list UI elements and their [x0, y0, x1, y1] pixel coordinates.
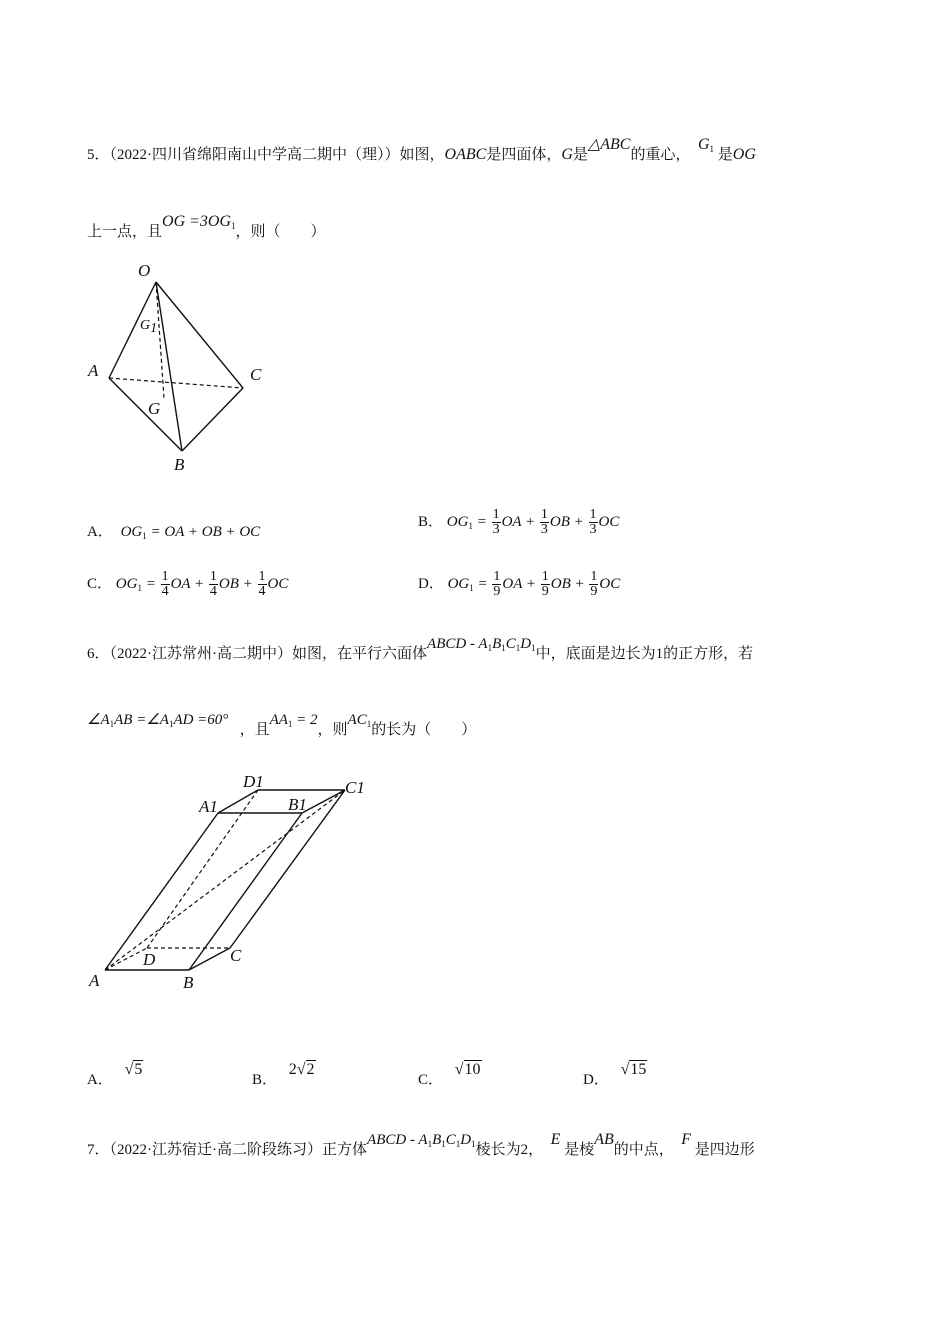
- label-G1: G1: [140, 318, 158, 336]
- q5-triangle: △ABC: [587, 136, 631, 153]
- q5-option-a[interactable]: A． $OG_1$ = OA + OB + OC: [87, 524, 261, 541]
- q5-number: 5．: [87, 147, 110, 163]
- label-A: A: [89, 971, 100, 990]
- label-A1: A1: [199, 797, 218, 816]
- q6-option-a[interactable]: A． √5: [87, 1061, 143, 1088]
- q7-line-1: 7．（2022·江苏宿迁·高二阶段练习）正方体ABCD - $A_1B_1C_1D_1$棱长为2， E 是棱AB的中点， F 是四边形: [87, 1131, 755, 1158]
- q5-option-c[interactable]: C． $OG_1$ = $\frac{1}{4}$ OA + $\frac{1}{4}$ OB + $\frac{1}{4}$ OC: [87, 569, 289, 599]
- label-B: B: [183, 973, 194, 992]
- q7-solid: ABCD - $A_1B_1C_1D_1$: [367, 1132, 476, 1149]
- label-A: A: [88, 361, 99, 380]
- q6-aa1: $AA_1 = 2$: [269, 712, 318, 729]
- q7-number: 7．: [87, 1142, 110, 1158]
- q5-tetrahedron-figure: [80, 258, 280, 478]
- q6-option-c[interactable]: C． √10: [418, 1061, 481, 1088]
- q6-angle: $\angle A_1AB$ $=\angle A_1AD =60^\circ$: [87, 712, 229, 729]
- q6-source: （2022·江苏常州·高二期中）: [109, 646, 293, 662]
- label-D: D: [143, 950, 156, 969]
- q6-line-2: $\angle A_1AB$ $=\angle A_1AD =60^\circ$ ，且$AA_1 = 2$，则$AC_1$的长为（ ）: [87, 712, 477, 738]
- q6-line-1: 6．（2022·江苏常州·高二期中）如图，在平行六面体ABCD - $A_1B_1C_1D_1$中，底面是边长为1的正方形，若: [87, 636, 754, 662]
- q6-option-b[interactable]: B． 2√2: [252, 1061, 315, 1088]
- label-C: C: [230, 946, 242, 965]
- q6-parallelepiped-figure: [85, 768, 385, 998]
- q5-g1: $G_1$: [697, 136, 715, 154]
- q5-line-1: 5．（2022·四川省绵阳南山中学高二期中（理））如图，OABC是四面体，G是△ABC的重心， $G_1$ 是OG: [87, 136, 756, 163]
- label-G: G: [148, 399, 161, 418]
- label-C1: C1: [345, 778, 365, 797]
- q5-option-b[interactable]: B． $OG_1$ = $\frac{1}{3}$ OA + $\frac{1}{3}$ OB + $\frac{1}{3}$ OC: [418, 507, 620, 537]
- label-D1: D1: [243, 772, 264, 791]
- label-B: B: [174, 455, 185, 474]
- q6-ac1: $AC_1$: [347, 712, 372, 729]
- label-C: C: [250, 365, 262, 384]
- q5-oabc: OABC: [444, 146, 487, 163]
- q5-option-d[interactable]: D． $OG_1$ = $\frac{1}{9}$ OA + $\frac{1}{9}$ OB + $\frac{1}{9}$ OC: [418, 569, 621, 599]
- q6-option-d[interactable]: D． √15: [583, 1061, 647, 1088]
- q6-solid: ABCD - $A_1B_1C_1D_1$: [427, 636, 536, 653]
- q7-source: （2022·江苏宿迁·高二阶段练习）: [109, 1142, 323, 1158]
- q5-line-2: 上一点，且OG $=3OG_1$，则（ ）: [87, 213, 326, 240]
- label-O: O: [138, 261, 151, 280]
- q5-condition: OG $=3OG_1$: [162, 213, 236, 231]
- q6-number: 6．: [87, 646, 110, 662]
- label-B1: B1: [288, 795, 307, 814]
- q5-source: （2022·四川省绵阳南山中学高二期中（理））: [109, 147, 400, 163]
